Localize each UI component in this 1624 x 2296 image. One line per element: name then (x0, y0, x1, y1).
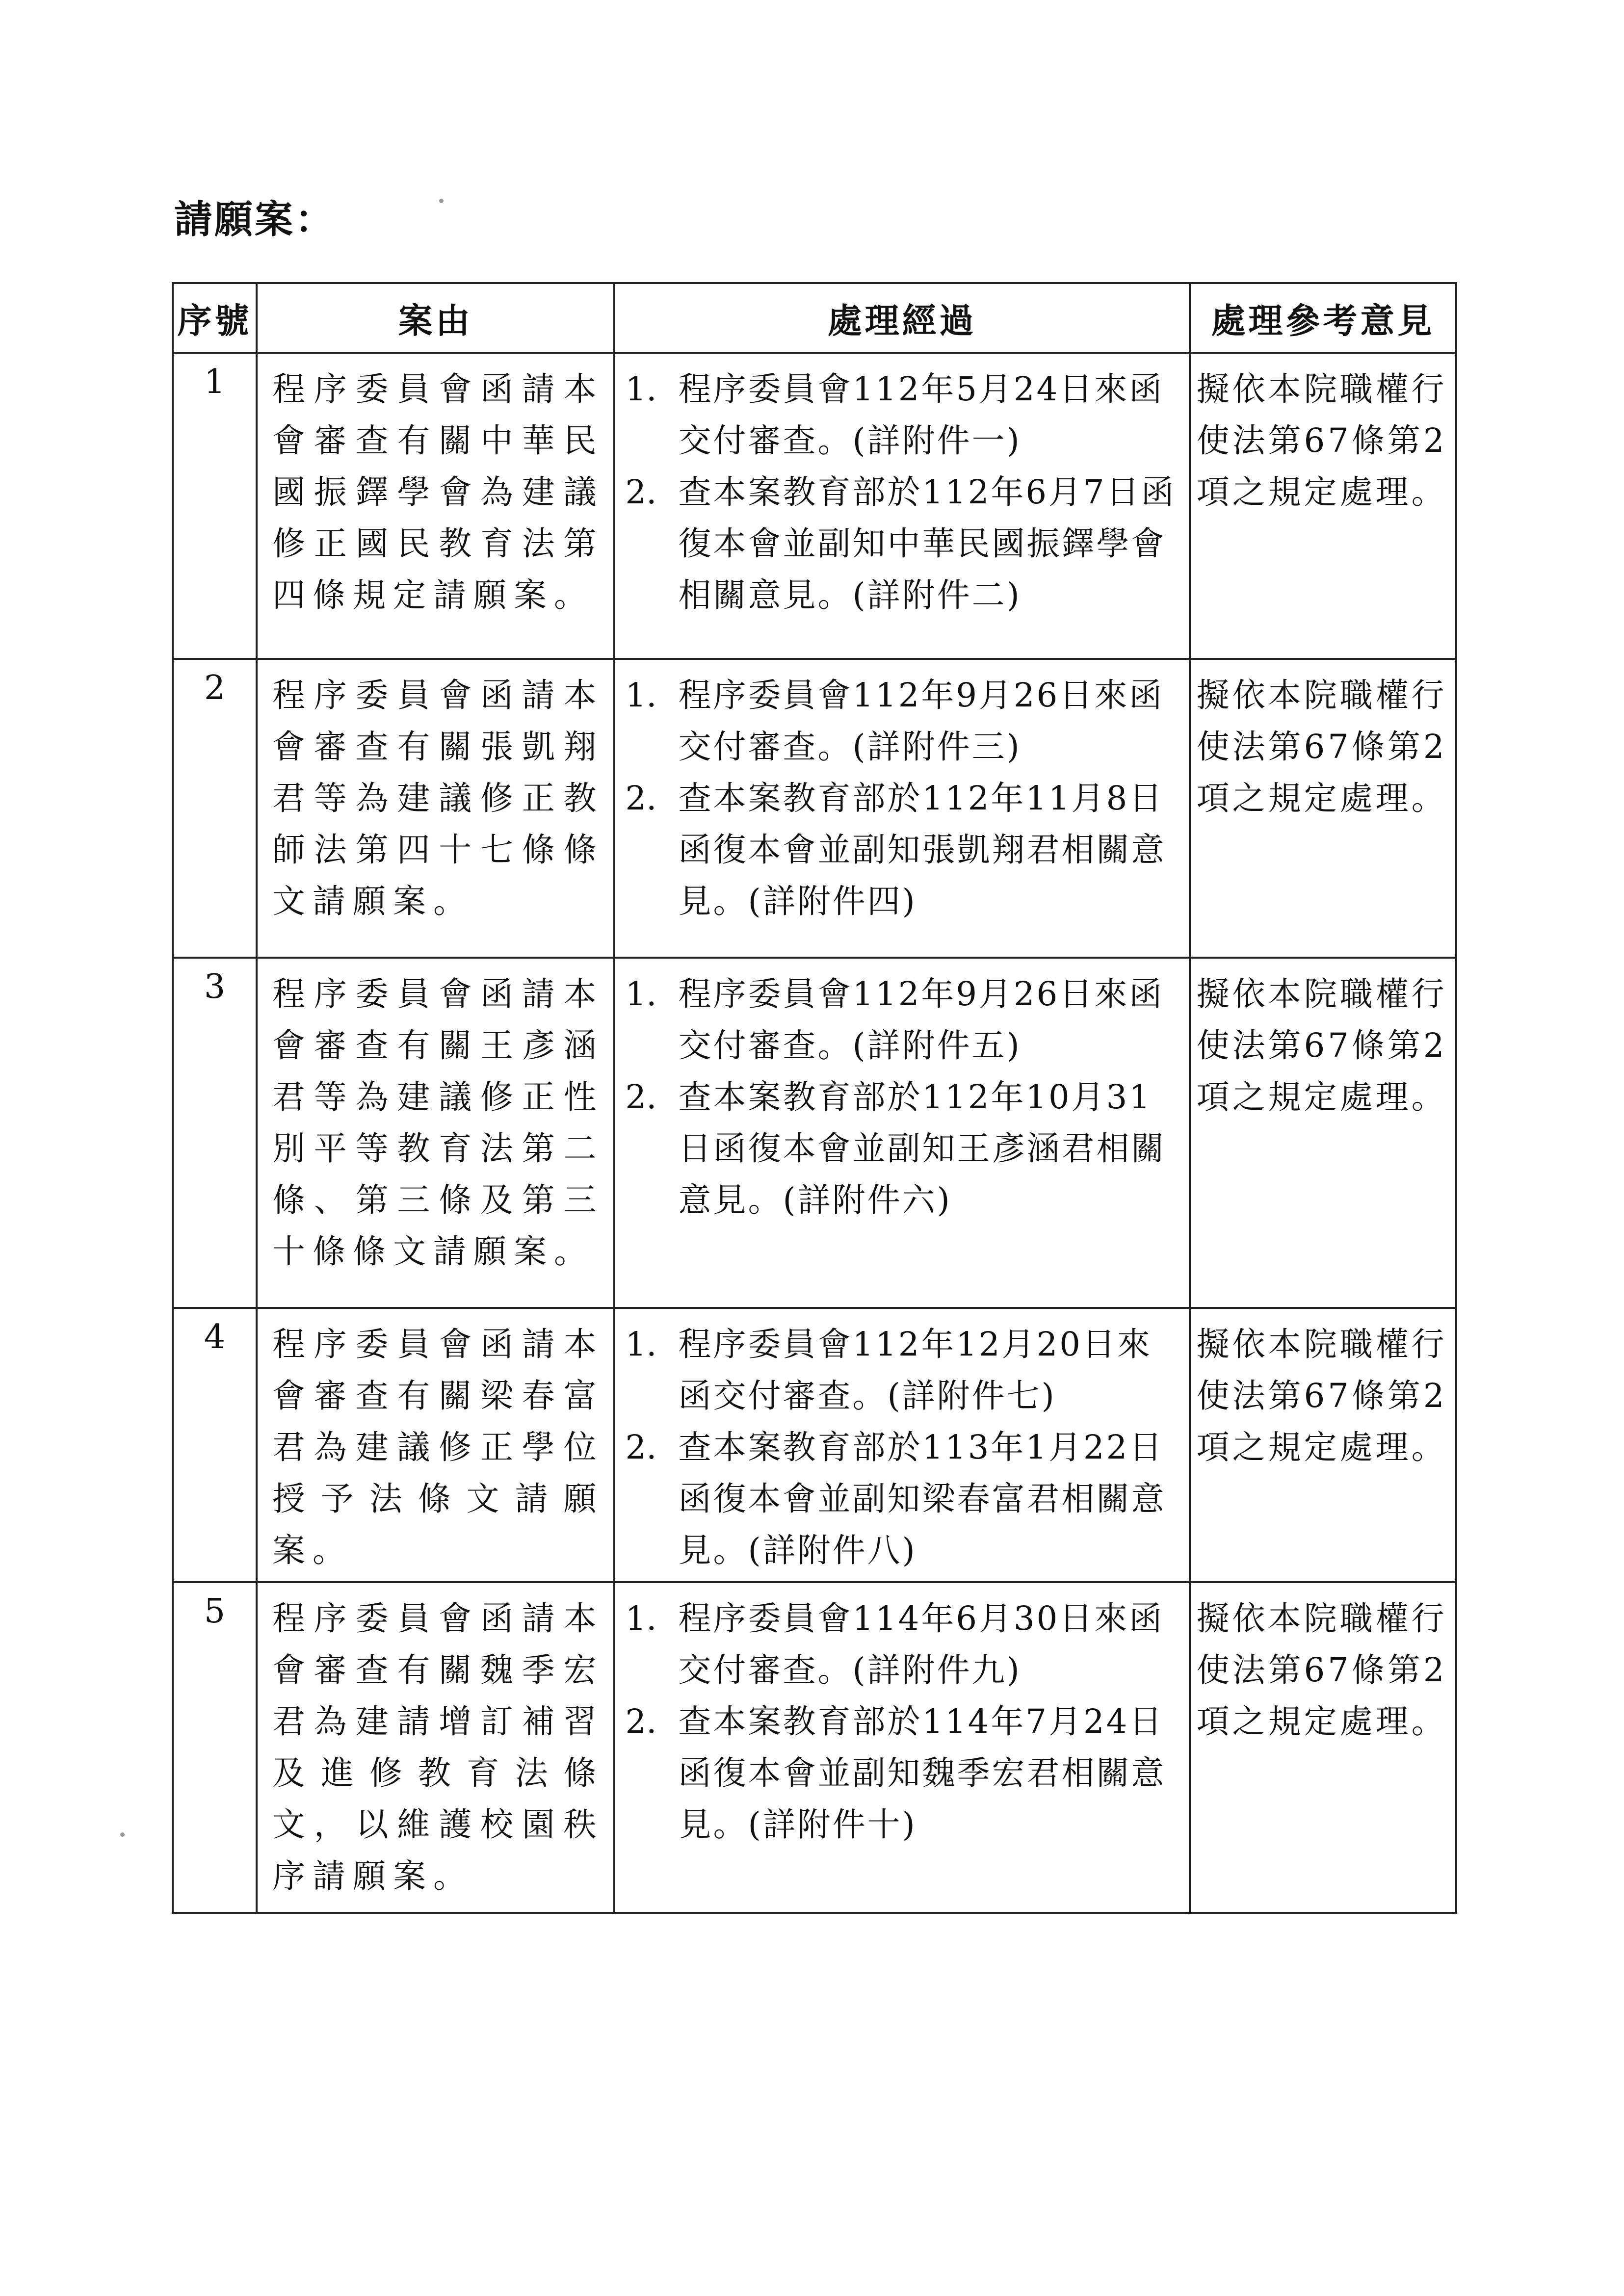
step-number: 2. (625, 473, 657, 511)
processing-step (625, 364, 1183, 467)
processing-step (625, 1696, 1183, 1851)
step-text: 查本案教育部於112年11月8日函復本會並副知張凱翔君相關意見。(詳附件四) (678, 779, 1166, 920)
scan-speck (439, 199, 444, 203)
processing-history-cell (614, 659, 1189, 958)
processing-step (625, 467, 1183, 621)
processing-step (625, 1593, 1183, 1696)
step-number: 1. (625, 975, 657, 1013)
step-number: 1. (625, 370, 657, 408)
step-number: 2. (625, 779, 657, 817)
table-header-row (173, 283, 1456, 353)
processing-step (625, 1319, 1183, 1422)
serial-number-cell: 4 (173, 1308, 257, 1582)
serial-number-cell: 5 (173, 1582, 257, 1913)
step-text: 程序委員會112年9月26日來函交付審查。(詳附件五) (678, 975, 1164, 1065)
step-number: 1. (625, 1599, 657, 1638)
scan-speck (120, 1832, 125, 1837)
case-reason-cell: 程序委員會函請本會審查有關梁春富君為建議修正學位授予法條文請願案。 (257, 1308, 614, 1582)
case-reason-cell: 程序委員會函請本會審查有關張凱翔君等為建議修正教師法第四十七條條文請願案。 (257, 659, 614, 958)
case-reason-cell: 程序委員會函請本會審查有關魏季宏君為建請增訂補習及進修教育法條文，以維護校園秩序請願案。 (257, 1582, 614, 1913)
serial-number-cell: 2 (173, 659, 257, 958)
processing-step (625, 968, 1183, 1071)
processing-step (625, 670, 1183, 773)
header-processing-history: 處理經過 (614, 283, 1189, 353)
table-row (173, 1308, 1456, 1582)
step-text: 程序委員會112年5月24日來函交付審查。(詳附件一) (678, 370, 1164, 460)
processing-history-cell (614, 958, 1189, 1308)
reference-opinion-cell: 擬依本院職權行使法第67條第2項之規定處理。 (1190, 353, 1456, 659)
step-number: 2. (625, 1428, 657, 1466)
table-row (173, 353, 1456, 659)
processing-history-cell (614, 1308, 1189, 1582)
step-text: 查本案教育部於112年10月31日函復本會並副知王彥涵君相關意見。(詳附件六) (678, 1078, 1166, 1219)
case-reason-cell: 程序委員會函請本會審查有關王彥涵君等為建議修正性別平等教育法第二條、第三條及第三十條條文請願案。 (257, 958, 614, 1308)
step-text: 程序委員會114年6月30日來函交付審查。(詳附件九) (678, 1599, 1164, 1689)
table-row (173, 659, 1456, 958)
step-text: 查本案教育部於112年6月7日函復本會並副知中華民國振鐸學會相關意見。(詳附件二) (678, 473, 1176, 614)
header-reference-opinion: 處理參考意見 (1190, 283, 1456, 353)
processing-step (625, 773, 1183, 927)
processing-step (625, 1422, 1183, 1576)
header-case-reason: 案由 (257, 283, 614, 353)
table-row (173, 1582, 1456, 1913)
processing-step (625, 1071, 1183, 1226)
step-text: 程序委員會112年9月26日來函交付審查。(詳附件三) (678, 676, 1164, 766)
serial-number-cell: 1 (173, 353, 257, 659)
step-number: 2. (625, 1702, 657, 1741)
step-number: 1. (625, 1325, 657, 1363)
step-number: 2. (625, 1078, 657, 1116)
reference-opinion-cell: 擬依本院職權行使法第67條第2項之規定處理。 (1190, 958, 1456, 1308)
step-number: 1. (625, 676, 657, 714)
petition-table (172, 282, 1457, 1914)
serial-number-cell: 3 (173, 958, 257, 1308)
step-text: 查本案教育部於113年1月22日函復本會並副知梁春富君相關意見。(詳附件八) (678, 1428, 1166, 1569)
reference-opinion-cell: 擬依本院職權行使法第67條第2項之規定處理。 (1190, 1582, 1456, 1913)
header-serial-number: 序號 (173, 283, 257, 353)
case-reason-cell: 程序委員會函請本會審查有關中華民國振鐸學會為建議修正國民教育法第四條規定請願案。 (257, 353, 614, 659)
processing-history-cell (614, 1582, 1189, 1913)
step-text: 查本案教育部於114年7月24日函復本會並副知魏季宏君相關意見。(詳附件十) (678, 1702, 1166, 1844)
processing-history-cell (614, 353, 1189, 659)
step-text: 程序委員會112年12月20日來函交付審查。(詳附件七) (678, 1325, 1152, 1415)
page-title: 請願案： (174, 198, 336, 242)
reference-opinion-cell: 擬依本院職權行使法第67條第2項之規定處理。 (1190, 659, 1456, 958)
reference-opinion-cell: 擬依本院職權行使法第67條第2項之規定處理。 (1190, 1308, 1456, 1582)
table-row (173, 958, 1456, 1308)
